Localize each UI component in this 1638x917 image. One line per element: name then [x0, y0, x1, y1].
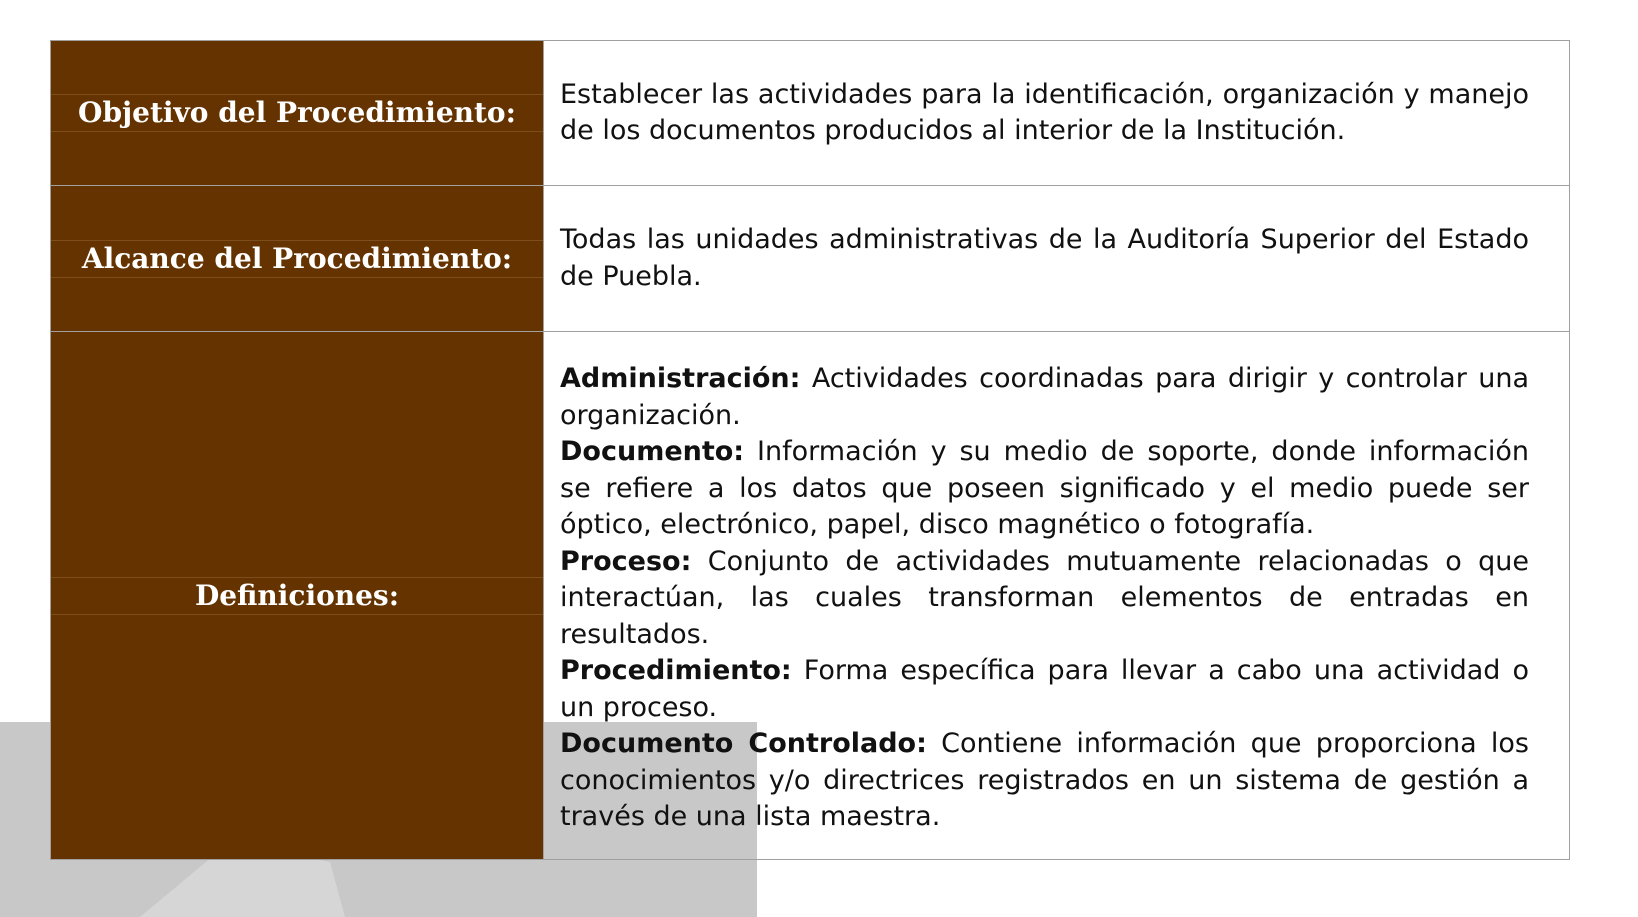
definition-item [560, 726, 1529, 836]
definition-term: Proceso: [560, 545, 692, 577]
definitions-label: Definiciones: [51, 577, 543, 615]
definition-item [560, 544, 1529, 654]
scope-row [51, 186, 1570, 332]
definition-item [560, 653, 1529, 726]
definition-text: Forma específica para llevar a cabo una actividad o un proceso. [560, 655, 1529, 723]
definition-item [560, 361, 1529, 434]
definition-term: Administración: [560, 363, 801, 395]
definitions-list [560, 355, 1529, 836]
procedure-table [50, 40, 1570, 860]
definition-term: Documento: [560, 436, 745, 468]
scope-label-cell [51, 186, 544, 332]
objective-row [51, 41, 1570, 186]
definition-term: Documento Controlado: [560, 728, 927, 760]
scope-content-cell [544, 186, 1570, 332]
definitions-row [51, 332, 1570, 860]
definition-text: Contiene información que proporciona los conocimientos y/o directrices registrados en un sistema de gestión a través de una lista maestra. [560, 728, 1530, 833]
definition-item [560, 434, 1529, 544]
scope-label: Alcance del Procedimiento: [51, 240, 543, 278]
objective-content-cell [544, 41, 1570, 186]
definitions-label-cell [51, 332, 544, 860]
definition-text: Conjunto de actividades mutuamente relacionadas o que interactúan, las cuales transforman elementos de entradas en resultados. [560, 545, 1529, 650]
objective-label: Objetivo del Procedimiento: [51, 94, 543, 132]
definition-text: Actividades coordinadas para dirigir y controlar una organización. [560, 363, 1529, 431]
objective-label-cell [51, 41, 544, 186]
objective-text: Establecer las actividades para la identificación, organización y manejo de los documentos producidos al interior de la Institución. [560, 78, 1529, 147]
definitions-content-cell [544, 332, 1570, 860]
scope-text: Todas las unidades administrativas de la Auditoría Superior del Estado de Puebla. [560, 224, 1529, 292]
definition-term: Procedimiento: [560, 655, 792, 687]
definition-text: Información y su medio de soporte, donde información se refiere a los datos que poseen significado y el medio puede ser óptico, electrónico, papel, disco magnético o fotografía. [560, 436, 1529, 541]
